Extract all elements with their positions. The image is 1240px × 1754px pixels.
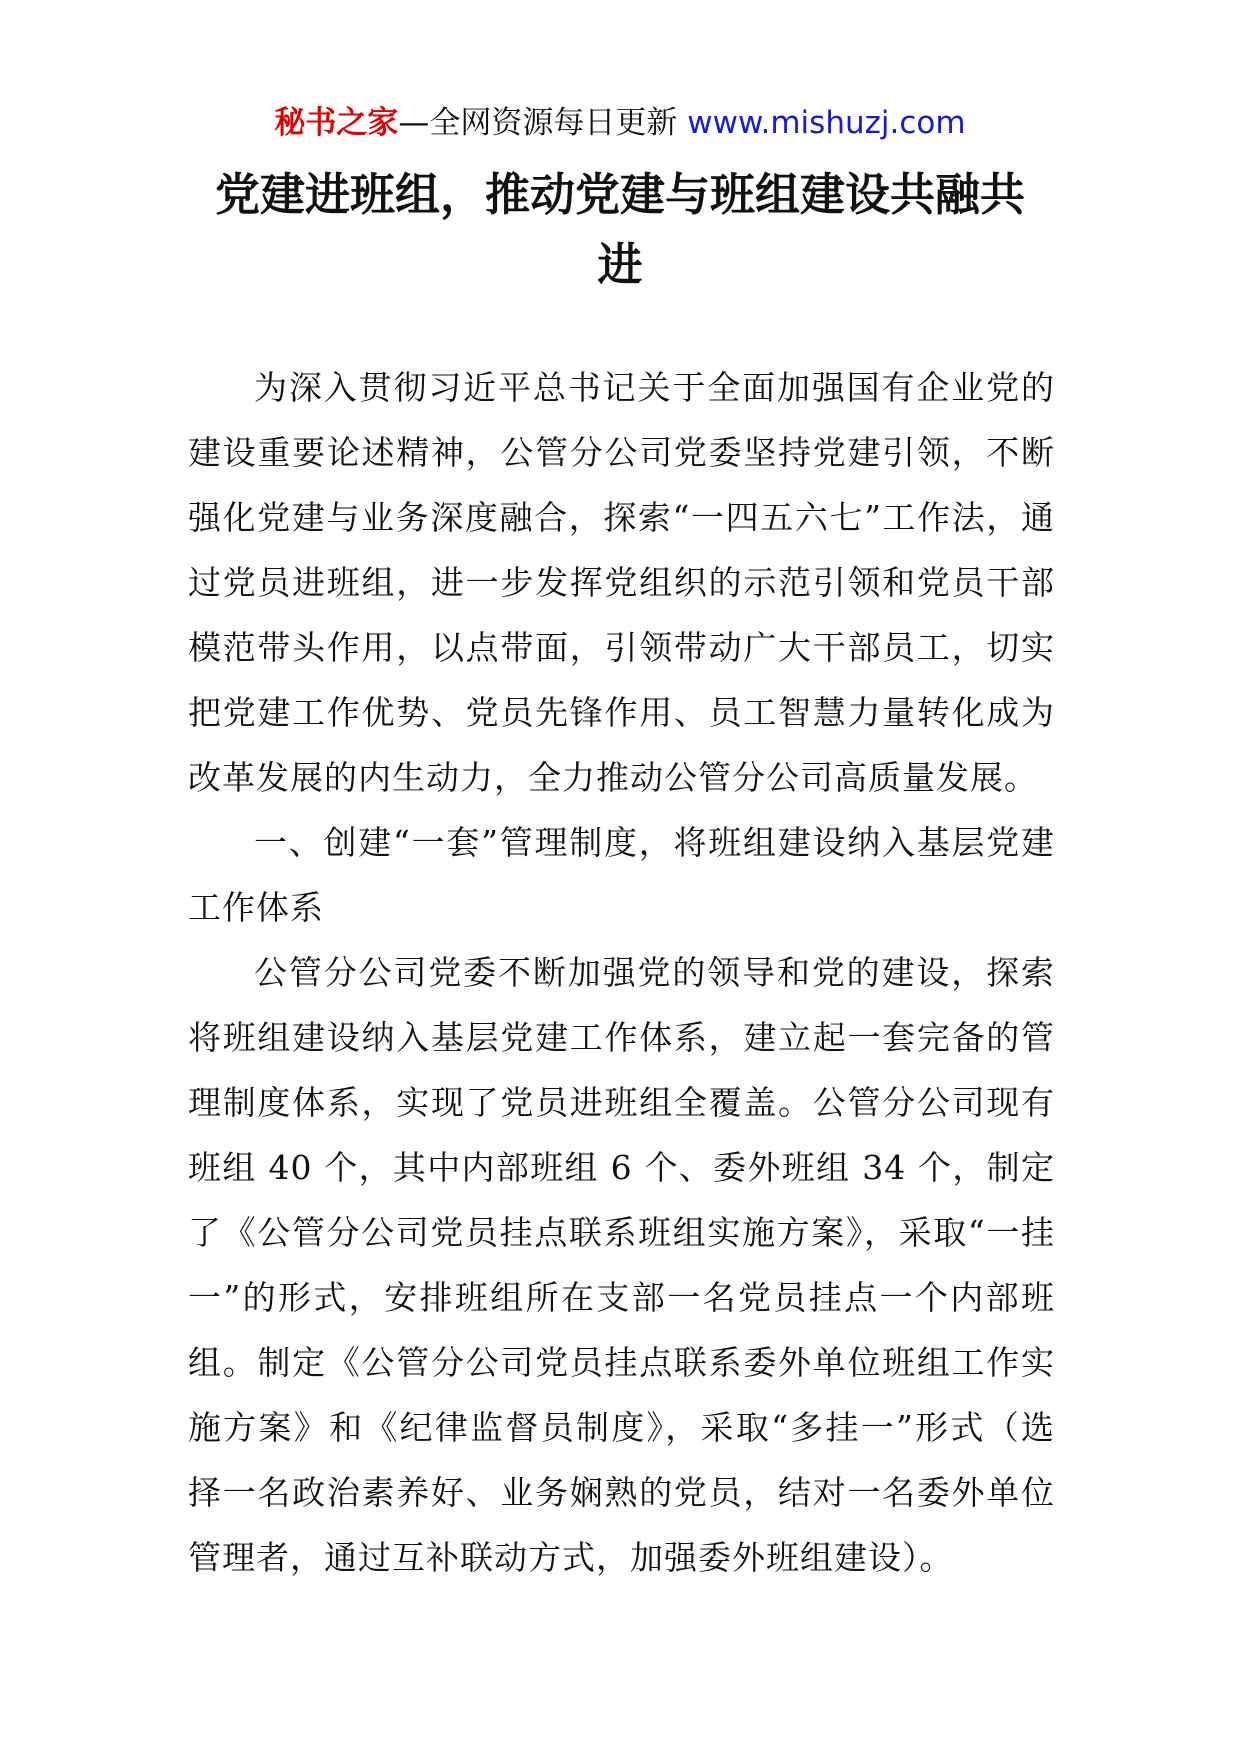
document-title: 党建进班组，推动党建与班组建设共融共进 [214, 168, 1025, 291]
site-url-link[interactable]: www.mishuzj.com [687, 105, 966, 141]
site-brand: 秘书之家 [274, 105, 399, 141]
section-heading-1: 一、创建“一套”管理制度，将班组建设纳入基层党建工作体系 [188, 823, 1055, 927]
paragraph-section-1: 公管分公司党委不断加强党的领导和党的建设，探索将班组建设纳入基层党建工作体系，建立起一套完备的管理制度体系，实现了党员进班组全覆盖。公管分公司现有班组 40 个，其中内部班组 6 个、委外班组 34 个，制定了《公管分公司党员挂点联系班组实施方案》，采取“一挂一”的形式，安排班组所在支部一名党员挂点一个内部班组。制定《公管分公司党员挂点联系委外单位班组工作实施方案》和《纪律监督员制度》，采取“多挂一”形式（选择一名政治素养好、业务娴熟的党员，结对一名委外单位管理者，通过互补联动方式，加强委外班组建设）。 [188, 953, 1055, 1577]
paragraph-intro: 为深入贯彻习近平总书记关于全面加强国有企业党的建设重要论述精神，公管分公司党委坚持党建引领，不断强化党建与业务深度融合，探索“一四五六七”工作法，通过党员进班组，进一步发挥党组织的示范引领和党员干部模范带头作用，以点带面，引领带动广大干部员工，切实把党建工作优势、党员先锋作用、员工智慧力量转化成为改革发展的内生动力，全力推动公管分公司高质量发展。 [188, 368, 1055, 797]
site-tagline: —全网资源每日更新 [398, 105, 678, 141]
document-body [188, 355, 1055, 1590]
site-header [0, 100, 1240, 146]
